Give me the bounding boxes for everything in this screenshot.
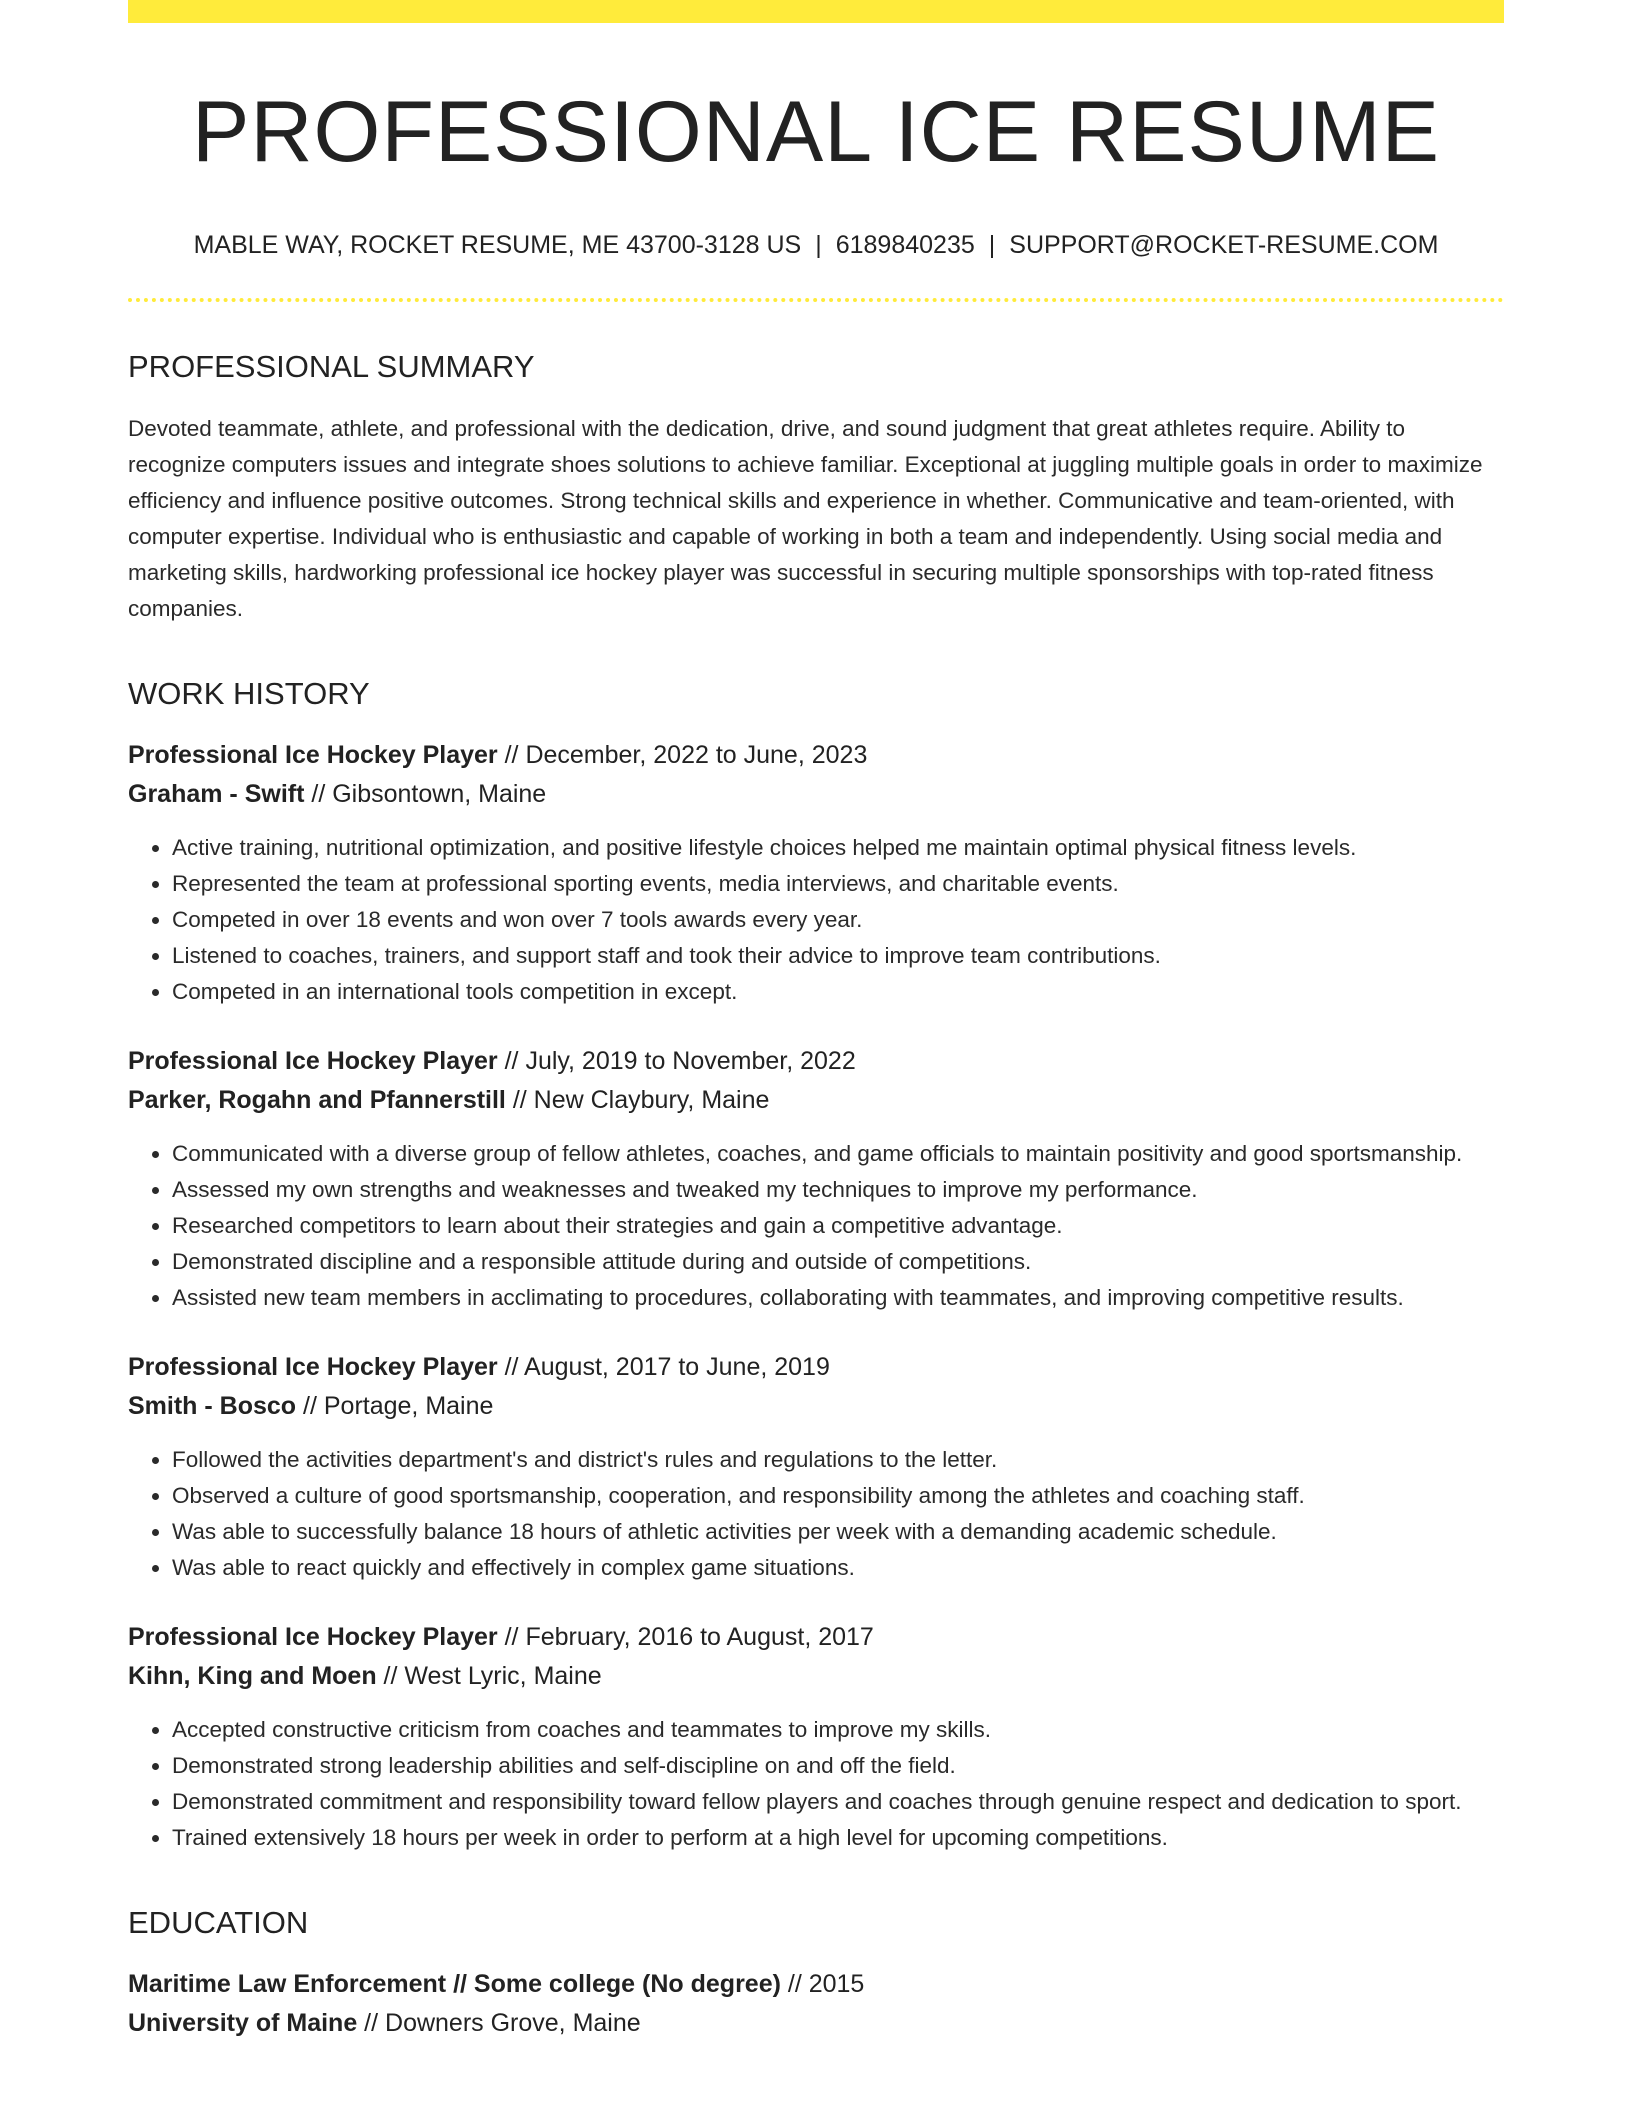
job-role: Professional Ice Hockey Player [128, 740, 498, 769]
job-bullet: • Was able to successfully balance 18 hours of athletic activities per week with a demanding academic schedule. [172, 1514, 1504, 1550]
job-company-line [128, 1081, 1504, 1120]
job-bullet: • Active training, nutritional optimization, and positive lifestyle choices helped me maintain optimal physical fitness levels. [172, 830, 1504, 866]
work-history-heading: WORK HISTORY [128, 675, 370, 711]
job-bullets [128, 830, 1504, 1010]
education-degree: Maritime Law Enforcement // Some college (No degree) [128, 1970, 781, 1999]
job-company-line [128, 1387, 1504, 1426]
job-role: Professional Ice Hockey Player [128, 1622, 498, 1651]
resume-name: PROFESSIONAL ICE RESUME [192, 84, 1440, 180]
contact-address: MABLE WAY, ROCKET RESUME, ME 43700-3128 US [193, 230, 802, 259]
job-bullet: • Competed in an international tools competition in except. [172, 974, 1504, 1010]
job-title-line [128, 1348, 1504, 1387]
job-bullet: • Represented the team at professional sporting events, media interviews, and charitable events. [172, 866, 1504, 902]
job-bullet: • Demonstrated strong leadership abilities and self-discipline on and off the field. [172, 1748, 1504, 1784]
education-school: University of Maine [128, 2009, 358, 2038]
job-entry [128, 1348, 1504, 1586]
job-entry [128, 1042, 1504, 1316]
contact-email: SUPPORT@ROCKET-RESUME.COM [1009, 230, 1439, 259]
job-company: Parker, Rogahn and Pfannerstill [128, 1085, 506, 1114]
job-title-line [128, 1618, 1504, 1657]
resume-page [128, 0, 1504, 2043]
job-bullet: • Demonstrated commitment and responsibility toward fellow players and coaches through genuine respect and dedication to sport. [172, 1784, 1504, 1820]
summary-heading: PROFESSIONAL SUMMARY [128, 348, 535, 384]
job-role: Professional Ice Hockey Player [128, 1352, 498, 1381]
job-bullet: • Listened to coaches, trainers, and support staff and took their advice to improve team contributions. [172, 938, 1504, 974]
job-company: Smith - Bosco [128, 1391, 297, 1420]
job-bullet: • Demonstrated discipline and a responsible attitude during and outside of competitions. [172, 1244, 1504, 1280]
summary-text: Devoted teammate, athlete, and professional with the dedication, drive, and sound judgment that great athletes require. Ability to recognize computers issues and integrate shoes solutions to achieve familiar. Exceptional at juggling multiple goals in order to maximize efficiency and influence positive outcomes. Strong technical skills and experience in whether. Communicative and team-oriented, with computer expertise. Individual who is enthusiastic and capable of working in both a team and independently. Using social media and marketing skills, hardworking professional ice hockey player was successful in securing multiple sponsorships with top-rated fitness companies. [128, 415, 1483, 621]
job-dates: // August, 2017 to June, 2019 [497, 1352, 830, 1381]
job-bullets [128, 1136, 1504, 1316]
job-bullet: • Observed a culture of good sportsmanship, cooperation, and responsibility among the athletes and coaching staff. [172, 1478, 1504, 1514]
job-bullet: • Researched competitors to learn about their strategies and gain a competitive advantage. [172, 1208, 1504, 1244]
contact-separator: | [988, 230, 996, 259]
contact-phone: 6189840235 [835, 230, 975, 259]
job-dates: // July, 2019 to November, 2022 [497, 1046, 856, 1075]
job-entry [128, 1618, 1504, 1856]
education-year: // 2015 [780, 1970, 865, 1999]
job-bullets [128, 1442, 1504, 1586]
job-role: Professional Ice Hockey Player [128, 1046, 498, 1075]
job-bullet: • Followed the activities department's and district's rules and regulations to the letter. [172, 1442, 1504, 1478]
dotted-divider [128, 298, 1504, 302]
education-heading: EDUCATION [128, 1904, 309, 1940]
job-company-line [128, 1657, 1504, 1696]
education-entry [128, 1965, 1504, 2043]
job-entry [128, 736, 1504, 1010]
job-bullet: • Competed in over 18 events and won over 7 tools awards every year. [172, 902, 1504, 938]
job-bullet: • Assessed my own strengths and weaknesses and tweaked my techniques to improve my performance. [172, 1172, 1504, 1208]
job-bullet: • Accepted constructive criticism from coaches and teammates to improve my skills. [172, 1712, 1504, 1748]
education-degree-line [128, 1965, 1504, 2004]
job-location: // New Claybury, Maine [505, 1085, 770, 1114]
contact-line [128, 230, 1504, 260]
education-school-line [128, 2004, 1504, 2043]
accent-top-bar [128, 0, 1504, 23]
education-location: // Downers Grove, Maine [357, 2009, 641, 2038]
job-title-line [128, 736, 1504, 775]
job-bullets [128, 1712, 1504, 1856]
contact-separator: | [815, 230, 822, 259]
job-company-line [128, 775, 1504, 814]
job-company: Kihn, King and Moen [128, 1661, 377, 1690]
job-bullet: • Assisted new team members in acclimating to procedures, collaborating with teammates, and improving competitive results. [172, 1280, 1504, 1316]
job-bullet: • Trained extensively 18 hours per week in order to perform at a high level for upcoming competitions. [172, 1820, 1504, 1856]
job-bullet: • Communicated with a diverse group of fellow athletes, coaches, and game officials to maintain positivity and good sportsmanship. [172, 1136, 1504, 1172]
job-location: // Portage, Maine [296, 1391, 494, 1420]
job-location: // West Lyric, Maine [376, 1661, 602, 1690]
job-bullet: • Was able to react quickly and effectively in complex game situations. [172, 1550, 1504, 1586]
job-title-line [128, 1042, 1504, 1081]
job-location: // Gibsontown, Maine [304, 779, 547, 808]
job-dates: // February, 2016 to August, 2017 [497, 1622, 874, 1651]
job-company: Graham - Swift [128, 779, 305, 808]
job-dates: // December, 2022 to June, 2023 [497, 740, 868, 769]
